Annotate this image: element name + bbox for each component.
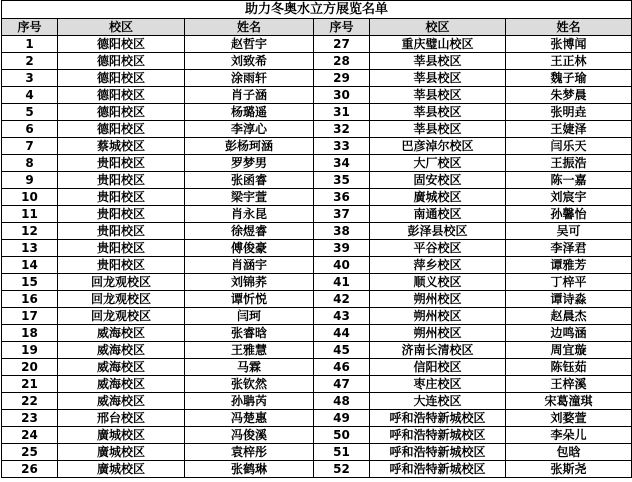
cell-name: 赵哲宇 [185,36,314,53]
table-row [2,410,632,427]
cell-name: 闫珂 [185,308,314,325]
cell-campus: 贵阳校区 [58,172,185,189]
cell-name: 傅俊豪 [185,240,314,257]
cell-number: 43 [314,308,370,325]
cell-number: 45 [314,342,370,359]
cell-name: 谭诗淼 [506,291,632,308]
cell-campus: 贵阳校区 [58,155,185,172]
cell-number: 5 [2,104,58,121]
cell-name: 罗梦男 [185,155,314,172]
cell-campus: 固安校区 [370,172,506,189]
cell-campus: 廣城校区 [58,444,185,461]
cell-number: 24 [2,427,58,444]
cell-number: 40 [314,257,370,274]
cell-campus: 德阳校区 [58,53,185,70]
cell-name: 彭杨珂涵 [185,138,314,155]
cell-campus: 朔州校区 [370,291,506,308]
cell-name: 王梓溪 [506,376,632,393]
cell-number: 12 [2,223,58,240]
cell-campus: 德阳校区 [58,70,185,87]
cell-name: 边鸣涵 [506,325,632,342]
cell-number: 35 [314,172,370,189]
cell-name: 宋葛潼琪 [506,393,632,410]
table-row [2,206,632,223]
cell-campus: 德阳校区 [58,36,185,53]
roster-body [2,36,632,478]
cell-campus: 巴彦淖尔校区 [370,138,506,155]
table-row [2,36,632,53]
table-row [2,87,632,104]
cell-name: 吴可 [506,223,632,240]
cell-number: 11 [2,206,58,223]
header-campus: 校区 [370,19,506,36]
cell-campus: 廣城校区 [370,189,506,206]
cell-campus: 萍乡校区 [370,257,506,274]
table-title: 助力冬奥水立方展览名单 [2,1,632,19]
cell-number: 30 [314,87,370,104]
header-name: 姓名 [185,19,314,36]
cell-number: 23 [2,410,58,427]
cell-name: 李泽君 [506,240,632,257]
title-row [2,1,632,19]
cell-number: 28 [314,53,370,70]
cell-number: 51 [314,444,370,461]
cell-number: 33 [314,138,370,155]
cell-campus: 贵阳校区 [58,240,185,257]
cell-campus: 邢台校区 [58,410,185,427]
cell-campus: 呼和浩特新城校区 [370,410,506,427]
cell-number: 52 [314,461,370,478]
cell-number: 16 [2,291,58,308]
cell-number: 7 [2,138,58,155]
table-row [2,155,632,172]
cell-name: 孙馨怡 [506,206,632,223]
cell-name: 陈一嘉 [506,172,632,189]
cell-number: 19 [2,342,58,359]
cell-campus: 贵阳校区 [58,257,185,274]
table-row [2,70,632,87]
cell-campus: 德阳校区 [58,87,185,104]
cell-campus: 顺义校区 [370,274,506,291]
cell-name: 李朵儿 [506,427,632,444]
cell-campus: 贵阳校区 [58,189,185,206]
cell-campus: 呼和浩特新城校区 [370,461,506,478]
table-row [2,342,632,359]
cell-name: 张明垚 [506,104,632,121]
cell-campus: 回龙观校区 [58,308,185,325]
cell-campus: 威海校区 [58,359,185,376]
cell-campus: 平谷校区 [370,240,506,257]
cell-name: 张鹤琳 [185,461,314,478]
cell-campus: 威海校区 [58,342,185,359]
cell-name: 刘婺萱 [506,410,632,427]
cell-number: 17 [2,308,58,325]
cell-number: 15 [2,274,58,291]
cell-name: 孙聃芮 [185,393,314,410]
table-row [2,257,632,274]
cell-name: 张博闻 [506,36,632,53]
cell-campus: 呼和浩特新城校区 [370,427,506,444]
cell-name: 涂雨轩 [185,70,314,87]
table-row [2,393,632,410]
cell-number: 20 [2,359,58,376]
cell-number: 10 [2,189,58,206]
cell-name: 冯俊溪 [185,427,314,444]
cell-number: 9 [2,172,58,189]
table-row [2,444,632,461]
header-campus: 校区 [58,19,185,36]
cell-number: 6 [2,121,58,138]
cell-name: 周宜璇 [506,342,632,359]
cell-name: 冯楚惠 [185,410,314,427]
cell-campus: 莘县校区 [370,70,506,87]
cell-number: 38 [314,223,370,240]
table-row [2,376,632,393]
cell-campus: 廣城校区 [58,461,185,478]
cell-campus: 威海校区 [58,325,185,342]
cell-name: 闫乐天 [506,138,632,155]
cell-name: 谭雅芳 [506,257,632,274]
cell-name: 刘宸宇 [506,189,632,206]
cell-number: 32 [314,121,370,138]
cell-name: 杨璐遥 [185,104,314,121]
cell-name: 梁宇萱 [185,189,314,206]
cell-name: 丁梓平 [506,274,632,291]
cell-name: 谭忻悦 [185,291,314,308]
cell-number: 44 [314,325,370,342]
cell-campus: 重庆璧山校区 [370,36,506,53]
cell-name: 李淳心 [185,121,314,138]
cell-number: 36 [314,189,370,206]
cell-campus: 德阳校区 [58,121,185,138]
cell-campus: 莘县校区 [370,53,506,70]
cell-name: 王婕泽 [506,121,632,138]
table-row [2,274,632,291]
cell-number: 48 [314,393,370,410]
table-row [2,104,632,121]
cell-number: 39 [314,240,370,257]
table-row [2,121,632,138]
cell-campus: 德阳校区 [58,104,185,121]
cell-number: 37 [314,206,370,223]
table-row [2,427,632,444]
cell-number: 2 [2,53,58,70]
cell-campus: 大厂校区 [370,155,506,172]
cell-number: 27 [314,36,370,53]
header-row [2,19,632,36]
cell-number: 47 [314,376,370,393]
cell-campus: 彭泽县校区 [370,223,506,240]
cell-number: 46 [314,359,370,376]
cell-number: 34 [314,155,370,172]
cell-name: 魏子瑜 [506,70,632,87]
table-row [2,325,632,342]
cell-name: 肖永昆 [185,206,314,223]
table-row [2,308,632,325]
table-row [2,172,632,189]
cell-number: 22 [2,393,58,410]
cell-name: 肖涵宇 [185,257,314,274]
cell-name: 赵晨杰 [506,308,632,325]
cell-number: 13 [2,240,58,257]
table-row [2,138,632,155]
cell-campus: 廣城校区 [58,427,185,444]
cell-campus: 南通校区 [370,206,506,223]
header-number: 序号 [2,19,58,36]
cell-number: 31 [314,104,370,121]
cell-campus: 莘县校区 [370,104,506,121]
cell-number: 49 [314,410,370,427]
cell-campus: 贵阳校区 [58,223,185,240]
cell-name: 朱梦晨 [506,87,632,104]
cell-campus: 回龙观校区 [58,291,185,308]
cell-campus: 朔州校区 [370,325,506,342]
cell-number: 1 [2,36,58,53]
cell-name: 张钦然 [185,376,314,393]
cell-number: 42 [314,291,370,308]
cell-name: 肖子涵 [185,87,314,104]
cell-number: 25 [2,444,58,461]
cell-number: 4 [2,87,58,104]
cell-name: 包晗 [506,444,632,461]
cell-name: 王雅慧 [185,342,314,359]
cell-number: 29 [314,70,370,87]
table-row [2,461,632,478]
header-name: 姓名 [506,19,632,36]
cell-campus: 贵阳校区 [58,206,185,223]
cell-number: 3 [2,70,58,87]
cell-number: 8 [2,155,58,172]
header-number: 序号 [314,19,370,36]
cell-campus: 威海校区 [58,376,185,393]
table-row [2,223,632,240]
cell-name: 马霖 [185,359,314,376]
cell-campus: 回龙观校区 [58,274,185,291]
cell-name: 陈钰茹 [506,359,632,376]
table-row [2,359,632,376]
table-row [2,240,632,257]
cell-name: 刘致希 [185,53,314,70]
cell-number: 50 [314,427,370,444]
table-row [2,291,632,308]
cell-name: 王正林 [506,53,632,70]
cell-number: 41 [314,274,370,291]
cell-campus: 威海校区 [58,393,185,410]
cell-campus: 大连校区 [370,393,506,410]
cell-name: 袁梓彤 [185,444,314,461]
cell-campus: 济南长清校区 [370,342,506,359]
cell-campus: 呼和浩特新城校区 [370,444,506,461]
cell-number: 14 [2,257,58,274]
cell-name: 刘锦荞 [185,274,314,291]
cell-campus: 信阳校区 [370,359,506,376]
cell-number: 21 [2,376,58,393]
cell-campus: 莘县校区 [370,121,506,138]
cell-number: 26 [2,461,58,478]
cell-name: 张斯尧 [506,461,632,478]
cell-name: 徐煜睿 [185,223,314,240]
roster-table [1,0,632,478]
cell-campus: 朔州校区 [370,308,506,325]
cell-name: 张睿晗 [185,325,314,342]
cell-name: 王振浩 [506,155,632,172]
cell-name: 张函睿 [185,172,314,189]
cell-campus: 蔡城校区 [58,138,185,155]
cell-number: 18 [2,325,58,342]
cell-campus: 莘县校区 [370,87,506,104]
table-row [2,189,632,206]
cell-campus: 枣庄校区 [370,376,506,393]
table-row [2,53,632,70]
